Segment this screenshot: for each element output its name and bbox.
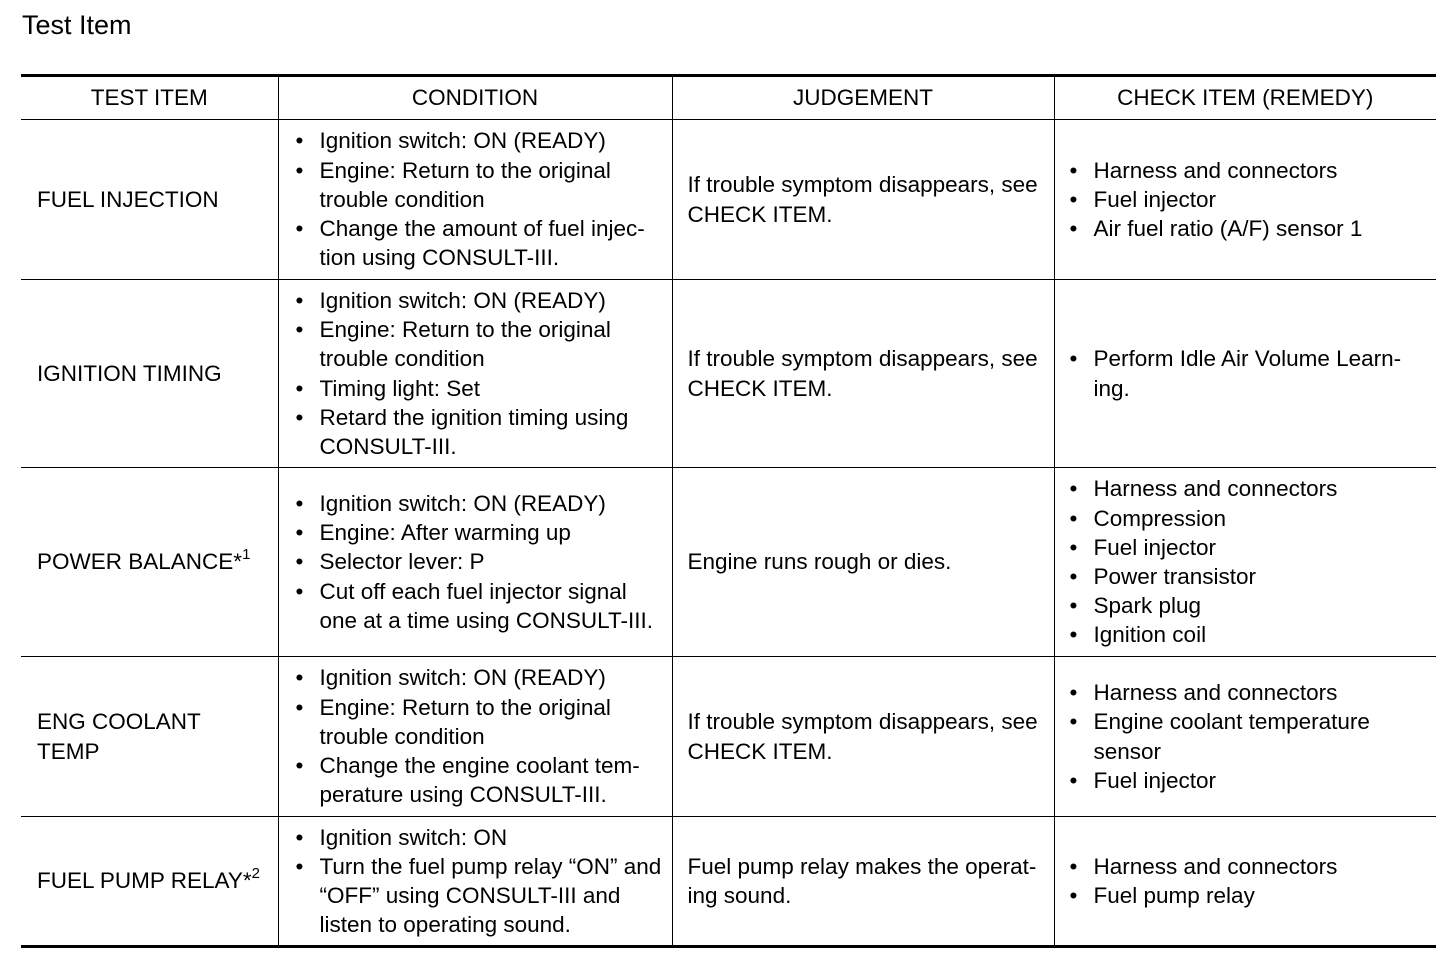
condition-list bbox=[296, 823, 664, 940]
header-condition: CONDITION bbox=[278, 76, 672, 120]
table-header-row bbox=[21, 76, 1436, 120]
judgement-text: If trouble symptom disappears, see CHECK ITEM. bbox=[687, 346, 1038, 401]
test-item-name: ENG COOLANT TEMP bbox=[37, 709, 201, 764]
condition-cell bbox=[278, 120, 672, 280]
test-item-cell bbox=[21, 657, 278, 817]
condition-list bbox=[296, 489, 664, 635]
condition-list bbox=[296, 286, 664, 461]
check-item: • Fuel injector bbox=[1070, 185, 1429, 214]
check-item-cell bbox=[1054, 120, 1436, 280]
test-item-cell bbox=[21, 817, 278, 947]
check-item: • Fuel injector bbox=[1070, 533, 1429, 562]
table-row bbox=[21, 657, 1436, 817]
condition-item: • Engine: After warming up bbox=[296, 518, 664, 547]
condition-item: • Change the engine coolant tem-perature using CONSULT-III. bbox=[296, 751, 664, 809]
condition-list bbox=[296, 126, 664, 272]
test-item-name: POWER BALANCE* bbox=[37, 549, 243, 575]
check-item: • Spark plug bbox=[1070, 591, 1429, 620]
judgement-cell bbox=[672, 120, 1054, 280]
check-item-cell bbox=[1054, 657, 1436, 817]
condition-item: • Ignition switch: ON (READY) bbox=[296, 286, 664, 315]
check-item: • Power transistor bbox=[1070, 562, 1429, 591]
check-item-list bbox=[1070, 678, 1429, 795]
condition-cell bbox=[278, 817, 672, 947]
judgement-cell bbox=[672, 817, 1054, 947]
test-item-cell bbox=[21, 468, 278, 657]
condition-item: • Ignition switch: ON (READY) bbox=[296, 126, 664, 155]
judgement-cell bbox=[672, 280, 1054, 468]
page-title: Test Item bbox=[22, 10, 132, 40]
condition-cell bbox=[278, 468, 672, 657]
test-item-table bbox=[21, 74, 1436, 948]
condition-item: • Ignition switch: ON (READY) bbox=[296, 489, 664, 518]
condition-item: • Change the amount of fuel injec-tion using CONSULT-III. bbox=[296, 214, 664, 272]
check-item: • Harness and connectors bbox=[1070, 852, 1429, 881]
check-item: • Harness and connectors bbox=[1070, 474, 1429, 503]
test-item-cell bbox=[21, 280, 278, 468]
condition-item: • Engine: Return to the original trouble condition bbox=[296, 315, 664, 373]
condition-item: • Turn the fuel pump relay “ON” and “OFF” using CONSULT-III and listen to operating sound. bbox=[296, 852, 664, 940]
check-item: • Compression bbox=[1070, 504, 1429, 533]
condition-item: • Engine: Return to the original trouble condition bbox=[296, 693, 664, 751]
table-row bbox=[21, 817, 1436, 947]
footnote-marker: 1 bbox=[242, 545, 251, 563]
judgement-cell bbox=[672, 468, 1054, 657]
header-check-item: CHECK ITEM (REMEDY) bbox=[1054, 76, 1436, 120]
judgement-text: Fuel pump relay makes the operat-ing sound. bbox=[687, 853, 1037, 908]
check-item: • Ignition coil bbox=[1070, 620, 1429, 649]
table-row bbox=[21, 280, 1436, 468]
test-item-name: FUEL INJECTION bbox=[37, 186, 219, 212]
check-item: • Fuel pump relay bbox=[1070, 881, 1429, 910]
check-item-list bbox=[1070, 474, 1429, 649]
test-item-cell bbox=[21, 120, 278, 280]
check-item-cell bbox=[1054, 468, 1436, 657]
check-item-list bbox=[1070, 156, 1429, 244]
check-item: • Engine coolant temperature sensor bbox=[1070, 707, 1429, 765]
condition-cell bbox=[278, 657, 672, 817]
condition-item: • Ignition switch: ON (READY) bbox=[296, 663, 664, 692]
condition-item: • Timing light: Set bbox=[296, 374, 664, 403]
condition-item: • Cut off each fuel injector signal one at a time using CONSULT-III. bbox=[296, 577, 664, 635]
condition-cell bbox=[278, 280, 672, 468]
condition-item: • Engine: Return to the original trouble condition bbox=[296, 156, 664, 214]
test-item-name: IGNITION TIMING bbox=[37, 360, 222, 386]
test-item-name: FUEL PUMP RELAY* bbox=[37, 868, 252, 894]
judgement-cell bbox=[672, 657, 1054, 817]
judgement-text: If trouble symptom disappears, see CHECK ITEM. bbox=[687, 172, 1038, 227]
check-item: • Perform Idle Air Volume Learn-ing. bbox=[1070, 344, 1429, 402]
condition-list bbox=[296, 663, 664, 809]
condition-item: • Ignition switch: ON bbox=[296, 823, 664, 852]
check-item-list bbox=[1070, 344, 1429, 402]
check-item: • Fuel injector bbox=[1070, 766, 1429, 795]
table-row bbox=[21, 120, 1436, 280]
header-judgement: JUDGEMENT bbox=[672, 76, 1054, 120]
check-item: • Harness and connectors bbox=[1070, 156, 1429, 185]
condition-item: • Retard the ignition timing using CONSULT-III. bbox=[296, 403, 664, 461]
header-test-item: TEST ITEM bbox=[21, 76, 278, 120]
footnote-marker: 2 bbox=[251, 864, 260, 882]
check-item-list bbox=[1070, 852, 1429, 910]
table-row bbox=[21, 468, 1436, 657]
judgement-text: If trouble symptom disappears, see CHECK ITEM. bbox=[687, 709, 1038, 764]
condition-item: • Selector lever: P bbox=[296, 547, 664, 576]
check-item-cell bbox=[1054, 280, 1436, 468]
judgement-text: Engine runs rough or dies. bbox=[687, 549, 952, 575]
check-item: • Air fuel ratio (A/F) sensor 1 bbox=[1070, 214, 1429, 243]
check-item-cell bbox=[1054, 817, 1436, 947]
check-item: • Harness and connectors bbox=[1070, 678, 1429, 707]
